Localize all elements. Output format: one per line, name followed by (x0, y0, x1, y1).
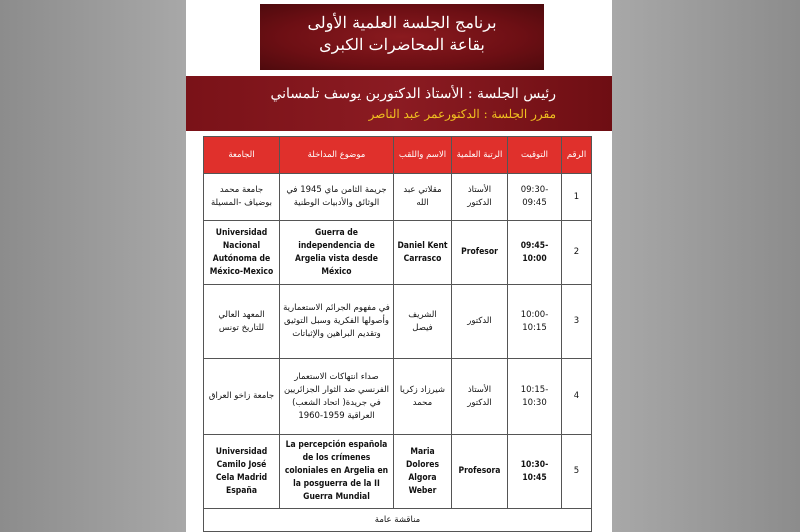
cell-university: المعهد العالي للتاريخ تونس (204, 285, 280, 359)
cell-num: 1 (562, 174, 592, 221)
title-banner (260, 4, 544, 70)
title-line-2: بقاعة المحاضرات الكبرى (319, 35, 485, 54)
cell-topic: صداء انتهاكات الاستعمار الفرنسي ضد الثوار الجزائريين في جريدة( اتحاد الشعب) العراقية 1959-1960 (280, 359, 394, 435)
header-num: الرقم (562, 137, 592, 174)
session-banner (186, 76, 612, 131)
header-time: التوقيت (508, 137, 562, 174)
header-rank: الرتبة العلمية (452, 137, 508, 174)
header-topic: موضوع المداخلة (280, 137, 394, 174)
header-name: الاسم واللقب (394, 137, 452, 174)
header-university: الجامعة (204, 137, 280, 174)
table-header-row (204, 137, 592, 174)
cell-university: Universidad Camilo José Cela Madrid España (204, 435, 280, 509)
cell-name: Maria Dolores Algora Weber (394, 435, 452, 509)
title-line-1: برنامج الجلسة العلمية الأولى (307, 13, 497, 32)
cell-university: Universidad Nacional Autónoma de México-Mexico (204, 221, 280, 285)
cell-rank: الأستاذ الدكتور (452, 359, 508, 435)
cell-topic: La percepción española de los crímenes coloniales en Argelia en la posguerra de la II Guerra Mundial (280, 435, 394, 509)
table-row (204, 221, 592, 285)
general-discussion: مناقشة عامة (204, 509, 592, 532)
program-table (203, 136, 592, 532)
cell-name: الشريف فيصل (394, 285, 452, 359)
cell-topic: Guerra de independencia de Argelia vista desde México (280, 221, 394, 285)
cell-university: جامعة محمد بوضياف -المسيلة (204, 174, 280, 221)
cell-name: مقلاتي عبد الله (394, 174, 452, 221)
table-row (204, 435, 592, 509)
cell-time: 10:00-10:15 (508, 285, 562, 359)
cell-university: جامعة زاخو العراق (204, 359, 280, 435)
session-chair: رئيس الجلسة : الأستاذ الدكتوربن يوسف تلمساني (270, 86, 556, 102)
cell-time: 09:45-10:00 (508, 221, 562, 285)
table-row (204, 174, 592, 221)
session-rapporteur: مقرر الجلسة : الدكتورعمر عبد الناصر (368, 107, 556, 121)
cell-num: 3 (562, 285, 592, 359)
cell-time: 10:30-10:45 (508, 435, 562, 509)
document-page (186, 0, 612, 532)
right-margin (612, 0, 800, 532)
table-row (204, 285, 592, 359)
left-margin (0, 0, 186, 532)
cell-time: 09:30-09:45 (508, 174, 562, 221)
cell-rank: Profesora (452, 435, 508, 509)
cell-rank: الدكتور (452, 285, 508, 359)
cell-rank: Profesor (452, 221, 508, 285)
cell-time: 10:15-10:30 (508, 359, 562, 435)
cell-num: 5 (562, 435, 592, 509)
cell-rank: الأستاذ الدكتور (452, 174, 508, 221)
cell-topic: في مفهوم الجرائم الاستعمارية وأصولها الفكرية وسبل التوثيق وتقديم البراهين والإثباتات (280, 285, 394, 359)
cell-num: 4 (562, 359, 592, 435)
table-row (204, 359, 592, 435)
table-footer-row (204, 509, 592, 532)
cell-name: Daniel Kent Carrasco (394, 221, 452, 285)
cell-num: 2 (562, 221, 592, 285)
cell-name: شيرزاد زكريا محمد (394, 359, 452, 435)
cell-topic: جريمة الثامن ماي 1945 في الوثائق والأدبيات الوطنية (280, 174, 394, 221)
